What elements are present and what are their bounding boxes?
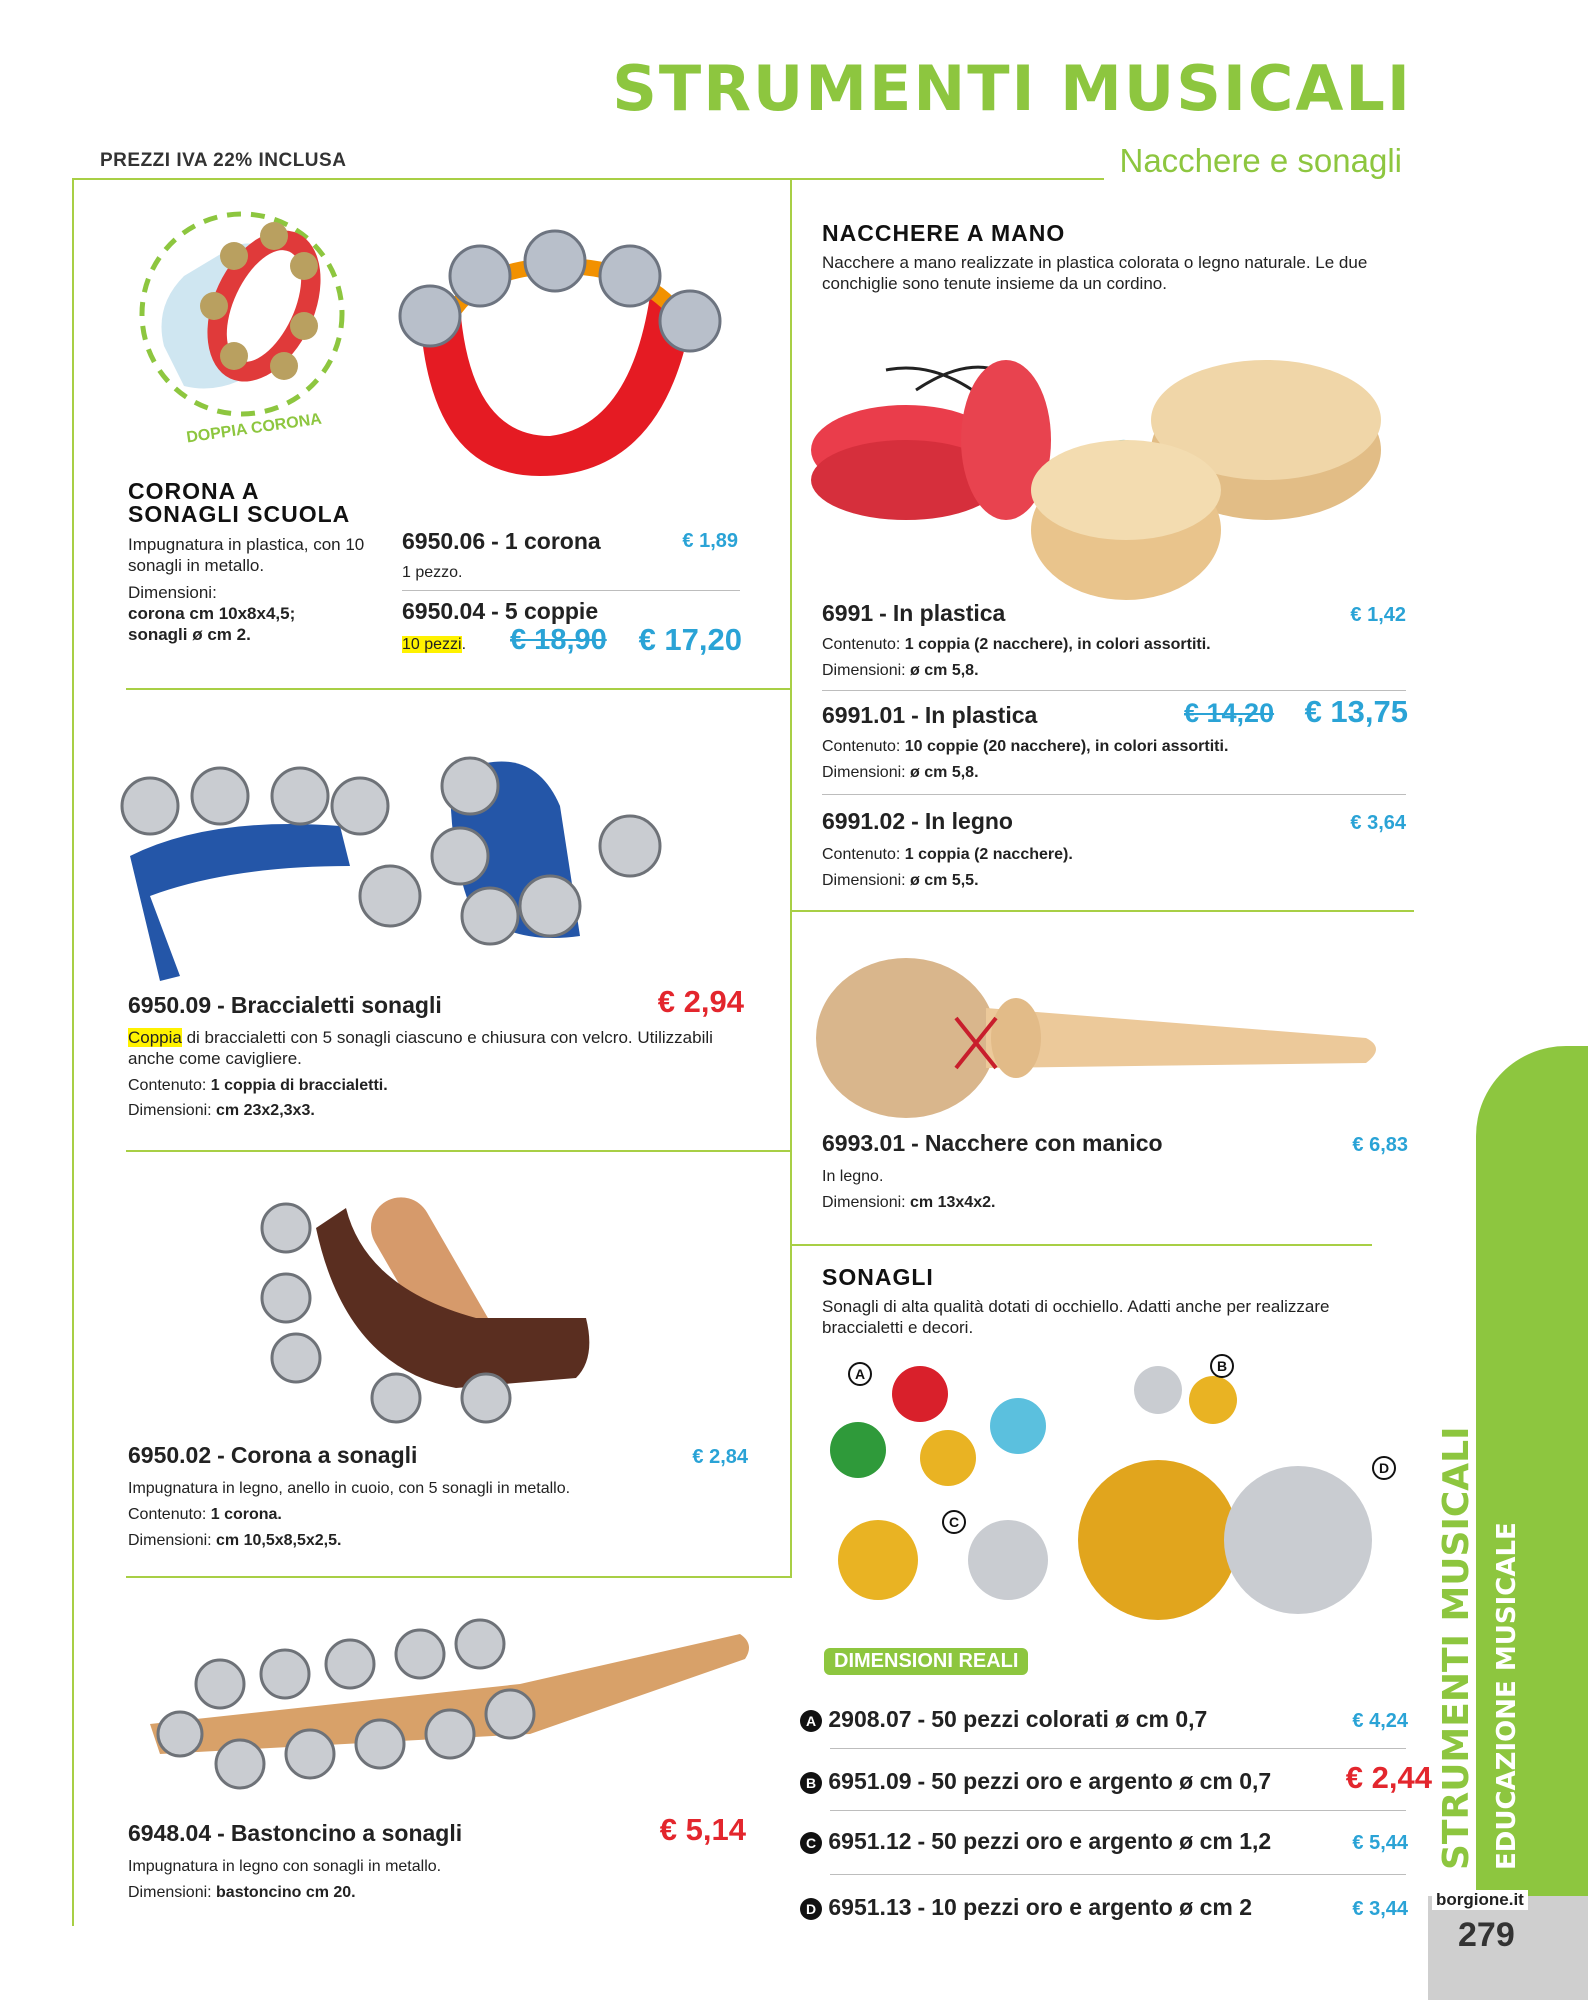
product-content <box>128 1073 388 1098</box>
product-dimensions <box>822 760 979 785</box>
product-description: Impugnatura in legno, anello in cuoio, con 5 sonagli in metallo. <box>128 1480 571 1497</box>
divider <box>830 1748 1406 1749</box>
header-rule <box>72 178 1104 180</box>
product-code: 6950.09 <box>128 992 212 1018</box>
product-name: 5 coppie <box>504 598 599 624</box>
dimensions-value: cm 23x2,3x3. <box>216 1102 315 1119</box>
right-col-rule-1 <box>790 910 1414 912</box>
label-c-icon: C <box>942 1510 966 1534</box>
product-code-line: 6991 - In plastica <box>822 600 1006 626</box>
doppia-corona-badge: DOPPIA CORONA <box>185 410 323 447</box>
content-label: Contenuto: <box>822 738 905 755</box>
sonagli-description: Sonagli di alta qualità dotati di occhiello. Adatti anche per realizzare braccialetti e decori. <box>822 1297 1330 1337</box>
dimensions-value: ø cm 5,5. <box>910 872 979 889</box>
sonagli-title: SONAGLI <box>822 1264 934 1290</box>
product-code-line: 6991.01 - In plastica <box>822 702 1038 728</box>
content-label: Contenuto: <box>822 846 905 863</box>
dimensioni-reali-badge: DIMENSIONI REALI <box>824 1648 1028 1675</box>
highlighted-word: Coppia <box>128 1028 182 1047</box>
product-description: In legno. <box>822 1168 884 1185</box>
product-code: 6948.04 <box>128 1820 212 1846</box>
product-name: Nacchere con manico <box>924 1130 1163 1156</box>
product-description <box>128 1027 758 1069</box>
product-price: € 1,42 <box>1350 604 1406 626</box>
label-a-icon: A <box>848 1362 872 1386</box>
dimensions-label: Dimensioni: <box>822 662 911 679</box>
dimensions-label: Dimensioni: <box>128 1884 217 1901</box>
product-dimensions <box>128 1880 356 1905</box>
product-code: 6991.02 <box>822 808 906 834</box>
nacchere-image <box>796 340 1406 610</box>
corona-dimensions-line2: sonagli ø cm 2. <box>128 625 251 644</box>
divider <box>830 1810 1406 1811</box>
corona-dimensions-line1: corona cm 10x8x4,5; <box>128 604 296 623</box>
corona-sonagli-image <box>256 1168 646 1428</box>
page-title: STRUMENTI MUSICALI <box>612 52 1412 125</box>
braccialetti-image <box>110 716 750 986</box>
dimensions-value: ø cm 5,8. <box>910 764 979 781</box>
product-code-line: 6950.06 - 1 corona <box>402 528 601 554</box>
product-price: € 17,20 <box>638 622 742 657</box>
category-label: EDUCAZIONE MUSICALE <box>1492 1522 1522 1870</box>
sonagli-row-c: C 6951.12 - 50 pezzi oro e argento ø cm 1,2 <box>800 1828 1271 1855</box>
product-price: € 3,64 <box>1350 812 1406 834</box>
right-col-rule-2 <box>790 1244 1372 1246</box>
product-content <box>822 734 1228 759</box>
left-col-rule-1 <box>126 688 790 690</box>
content-value: 1 corona. <box>210 1506 282 1523</box>
product-code-line: 6950.04 - 5 coppie <box>402 598 599 624</box>
column-divider <box>790 178 792 1578</box>
product-code: 6951.09 <box>828 1768 912 1794</box>
product-price: € 6,83 <box>1352 1134 1408 1156</box>
divider <box>830 1874 1406 1875</box>
letter-c-icon: C <box>800 1832 822 1854</box>
product-dimensions <box>128 1098 315 1123</box>
product-name: Bastoncino a sonagli <box>230 1820 463 1846</box>
product-code: 6950.06 <box>402 528 486 554</box>
product-content: 1 pezzo. <box>402 564 463 581</box>
product-name: Braccialetti sonagli <box>230 992 442 1018</box>
content-label: Contenuto: <box>128 1506 211 1523</box>
product-name: In plastica <box>892 600 1006 626</box>
left-col-rule-2 <box>126 1150 790 1152</box>
dimensions-value: bastoncino cm 20. <box>216 1884 356 1901</box>
product-price: € 1,89 <box>682 530 738 552</box>
page-number: 279 <box>1458 1916 1515 1954</box>
product-name: 50 pezzi oro e argento ø cm 1,2 <box>931 1828 1272 1854</box>
product-code: 2908.07 <box>828 1706 912 1732</box>
product-content <box>822 632 1211 657</box>
product-content <box>128 1502 282 1527</box>
product-price: € 2,44 <box>1345 1760 1432 1795</box>
nacchere-description: Nacchere a mano realizzate in plastica colorata o legno naturale. Le due conchiglie sono tenute insieme da un cordino. <box>822 253 1368 293</box>
product-code-line: 6993.01 - Nacchere con manico <box>822 1130 1163 1156</box>
content-label: Contenuto: <box>822 636 905 653</box>
content-value: 1 coppia (2 nacchere). <box>904 846 1073 863</box>
divider <box>822 794 1406 795</box>
content-value: 10 coppie (20 nacchere), in colori assortiti. <box>904 738 1229 755</box>
sonagli-row-b: B 6951.09 - 50 pezzi oro e argento ø cm 0,7 <box>800 1768 1271 1795</box>
product-dimensions <box>822 658 979 683</box>
dimensions-value: cm 13x4x2. <box>910 1194 996 1211</box>
corona-image <box>390 226 730 486</box>
page-subtitle: Nacchere e sonagli <box>1119 142 1402 179</box>
product-name: In legno <box>924 808 1013 834</box>
product-description: Impugnatura in legno con sonagli in metallo. <box>128 1858 442 1875</box>
nacchere-title: NACCHERE A MANO <box>822 220 1066 246</box>
nacchere-manico-image <box>806 928 1396 1128</box>
sonagli-row-a: A 2908.07 - 50 pezzi colorati ø cm 0,7 <box>800 1706 1207 1733</box>
highlighted-quantity: 10 pezzi <box>402 636 462 653</box>
left-border <box>72 178 74 1926</box>
product-code: 6991 <box>822 600 874 626</box>
corona-title-line1: CORONA A <box>128 478 260 504</box>
letter-d-icon: D <box>800 1898 822 1920</box>
dimensions-label: Dimensioni: <box>822 1194 911 1211</box>
bastoncino-image <box>140 1604 760 1804</box>
corona-title-line2: SONAGLI SCUOLA <box>128 501 351 527</box>
product-price: € 13,75 <box>1304 694 1408 729</box>
product-content <box>402 632 466 657</box>
description-text: di braccialetti con 5 sonagli ciascuno e chiusura con velcro. Utilizzabili anche come cavigliere. <box>128 1028 713 1068</box>
divider <box>402 590 740 591</box>
left-col-rule-3 <box>126 1576 790 1578</box>
doppia-corona-image <box>124 196 364 446</box>
product-code: 6993.01 <box>822 1130 906 1156</box>
product-code-line: 6991.02 - In legno <box>822 808 1013 834</box>
website[interactable]: borgione.it <box>1432 1890 1528 1910</box>
letter-a-icon: A <box>800 1710 822 1732</box>
product-code: 6991.01 <box>822 702 906 728</box>
product-price: € 2,84 <box>692 1446 748 1468</box>
product-content <box>822 842 1073 867</box>
product-name: Corona a sonagli <box>230 1442 418 1468</box>
letter-b-icon: B <box>800 1772 822 1794</box>
content-value: 1 coppia (2 nacchere), in colori assortiti. <box>904 636 1211 653</box>
sonagli-row-d: D 6951.13 - 10 pezzi oro e argento ø cm 2 <box>800 1894 1252 1921</box>
product-name: 10 pezzi oro e argento ø cm 2 <box>931 1894 1253 1920</box>
product-dimensions <box>822 868 979 893</box>
content-suffix: . <box>461 636 467 653</box>
product-name: 1 corona <box>504 528 601 554</box>
label-d-icon: D <box>1372 1456 1396 1480</box>
product-code-line: 6948.04 - Bastoncino a sonagli <box>128 1820 463 1846</box>
divider <box>822 690 1406 691</box>
dimensions-label: Dimensioni: <box>128 1102 217 1119</box>
old-price: € 18,90 <box>510 624 607 656</box>
product-name: 50 pezzi oro e argento ø cm 0,7 <box>931 1768 1272 1794</box>
product-code: 6950.04 <box>402 598 486 624</box>
product-dimensions <box>822 1190 995 1215</box>
product-code-line: 6950.09 - Braccialetti sonagli <box>128 992 442 1018</box>
label-b-icon: B <box>1210 1354 1234 1378</box>
dimensions-value: ø cm 5,8. <box>910 662 979 679</box>
product-name: In plastica <box>924 702 1038 728</box>
product-code: 6951.12 <box>828 1828 912 1854</box>
product-code: 6951.13 <box>828 1894 912 1920</box>
content-value: 1 coppia di braccialetti. <box>210 1077 388 1094</box>
product-price: € 3,44 <box>1352 1898 1408 1920</box>
vat-note: PREZZI IVA 22% INCLUSA <box>100 150 347 171</box>
dimensions-label: Dimensioni: <box>128 1532 217 1549</box>
corona-description: Impugnatura in plastica, con 10 sonagli in metallo. <box>128 535 365 575</box>
content-label: Contenuto: <box>128 1077 211 1094</box>
product-dimensions <box>128 1528 341 1553</box>
product-price: € 4,24 <box>1352 1710 1408 1732</box>
section-label: STRUMENTI MUSICALI <box>1436 1426 1477 1870</box>
product-code-line: 6950.02 - Corona a sonagli <box>128 1442 418 1468</box>
product-price: € 2,94 <box>657 984 744 1019</box>
dimensions-label: Dimensioni: <box>822 872 911 889</box>
product-name: 50 pezzi colorati ø cm 0,7 <box>931 1706 1208 1732</box>
product-code: 6950.02 <box>128 1442 212 1468</box>
dimensions-label: Dimensioni: <box>822 764 911 781</box>
corona-dimensions-label: Dimensioni: <box>128 583 217 602</box>
old-price: € 14,20 <box>1184 698 1275 728</box>
product-price: € 5,14 <box>659 1812 746 1847</box>
sonagli-image <box>818 1350 1418 1630</box>
product-price: € 5,44 <box>1352 1832 1408 1854</box>
dimensions-value: cm 10,5x8,5x2,5. <box>216 1532 342 1549</box>
